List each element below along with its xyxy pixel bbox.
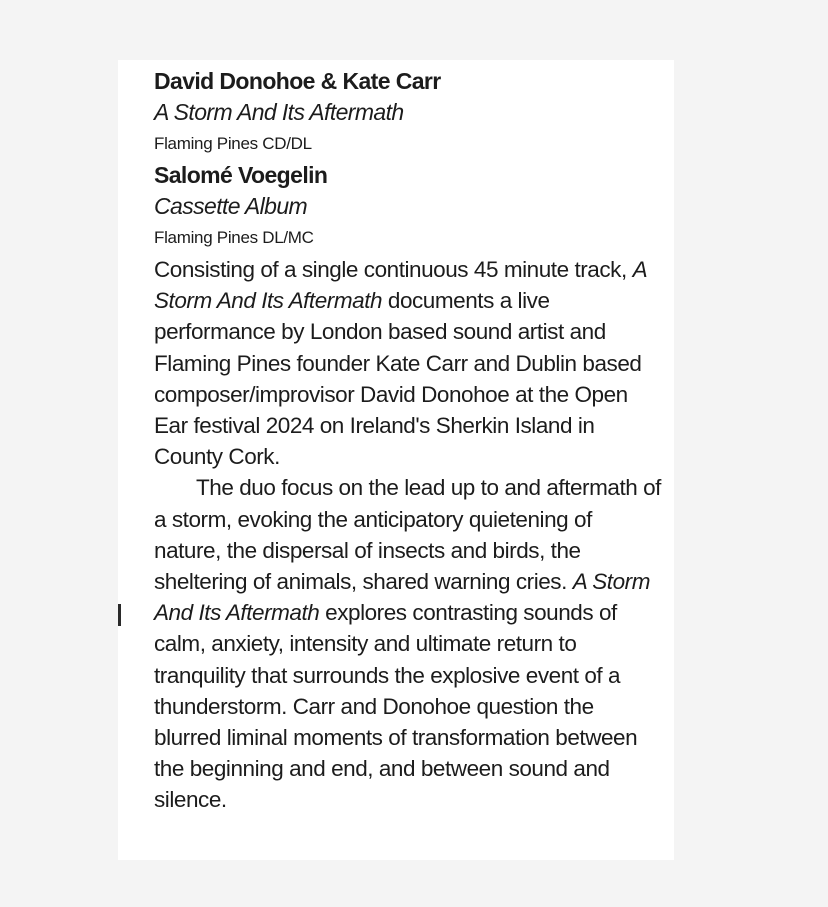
review-1-label: Flaming Pines CD/DL bbox=[154, 134, 312, 153]
margin-mark bbox=[118, 604, 121, 626]
review-1-title: A Storm And Its Aftermath bbox=[154, 99, 404, 125]
review-column bbox=[154, 66, 664, 816]
review-2-label: Flaming Pines DL/MC bbox=[154, 228, 314, 247]
magazine-page bbox=[118, 60, 674, 860]
review-2-title: Cassette Album bbox=[154, 193, 308, 219]
body-p1-text-a: Consisting of a single continuous 45 minute track, bbox=[154, 257, 633, 282]
body-p1-album-title: A Storm And Its Aftermath bbox=[154, 257, 647, 314]
body-p2-text-b: explores contrasting sounds of calm, anxiety, intensity and ultimate return to tranquility that surrounds the explosive event of a thunderstorm. Carr and Donohoe question the blurred liminal moments of transformation between the beginning and end, and between sound and silence. bbox=[154, 600, 638, 813]
body-p2-text-a: The duo focus on the lead up to and aftermath of a storm, evoking the anticipatory quietening of nature, the dispersal of insects and birds, the sheltering of animals, shared warning cries. bbox=[154, 475, 661, 595]
review-2-artist: Salomé Voegelin bbox=[154, 162, 328, 188]
body-p1-text-b: documents a live performance by London based sound artist and Flaming Pines founder Kate Carr and Dublin based composer/improvisor David Donohoe at the Open Ear festival 2024 on Ireland's Sherkin Island in County Cork. bbox=[154, 288, 642, 470]
body-p2-album-title: A Storm And Its Aftermath bbox=[154, 569, 650, 626]
review-1-artist: David Donohoe & Kate Carr bbox=[154, 68, 441, 94]
body-paragraph-1 bbox=[154, 254, 664, 472]
body-paragraph-2 bbox=[154, 472, 664, 815]
